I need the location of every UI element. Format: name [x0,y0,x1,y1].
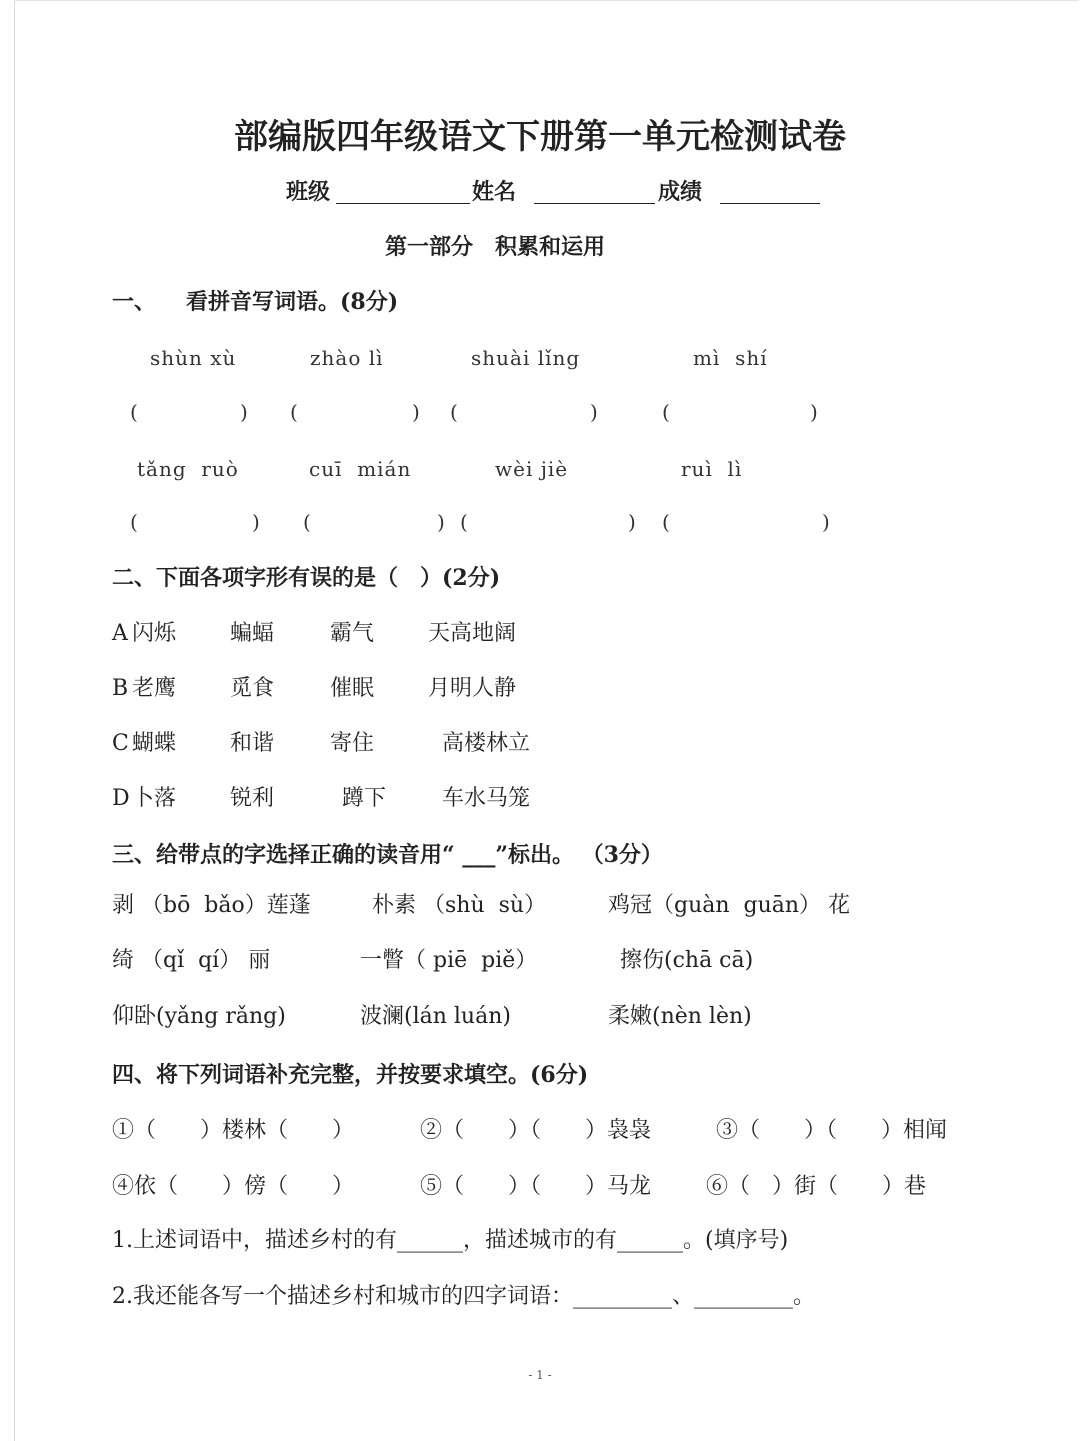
option-word: 老鹰 [132,676,177,701]
page-title: 部编版四年级语文下册第一单元检测试卷 [234,117,846,157]
score-label: 成绩 [658,179,703,205]
fill-sentence: 1.上述词语中，描述乡村的有______，描述城市的有______。(填序号) [112,1228,789,1253]
option-letter: D [112,786,130,811]
option-word: 锐利 [230,786,275,811]
idiom-fill-item: ①（ ）楼林（ ） [112,1118,355,1143]
answer-blank-close[interactable]: ) [240,400,249,424]
pronunciation-item: 朴素 （shù sù） [372,893,547,918]
option-letter: A [112,621,128,646]
option-word: 蹲下 [342,786,387,811]
question-number: 一、 [112,289,157,315]
pronunciation-item: 波澜(lán luán) [360,1004,511,1029]
pinyin: mì shí [693,346,768,370]
pronunciation-item: 一瞥（ piē piě） [360,948,538,973]
answer-blank-open[interactable]: ( [303,510,312,534]
option-word: 催眠 [330,676,375,701]
option-letter: C [112,731,129,756]
option-word: 闪烁 [132,621,177,646]
pronunciation-item: 仰卧(yǎng rǎng) [112,1004,286,1029]
option-word: 天高地阔 [428,621,517,646]
question-heading: 三、给带点的字选择正确的读音用“ ___”标出。 （3分） [112,842,663,868]
answer-blank-open[interactable]: ( [130,400,139,424]
idiom-fill-item: ③（ ）（ ）相闻 [716,1118,948,1143]
option-word: 霸气 [330,621,375,646]
pronunciation-item: 绮 （qǐ qí） 丽 [112,948,271,973]
option-word: 寄住 [330,731,375,756]
answer-blank-open[interactable]: ( [290,400,299,424]
answer-blank-open[interactable]: ( [130,510,139,534]
answer-blank-open[interactable]: ( [460,510,469,534]
pinyin: shuài lǐng [471,346,581,370]
section-title: 第一部分 积累和运用 [385,234,606,260]
answer-blank-close[interactable]: ) [412,400,421,424]
page-number: - 1 - [528,1368,552,1382]
name-label: 姓名 [472,179,517,205]
name-field[interactable] [534,203,655,204]
idiom-fill-item: ⑥（ ）街（ ）巷 [706,1174,927,1199]
answer-blank-open[interactable]: ( [662,510,671,534]
answer-blank-close[interactable]: ) [822,510,831,534]
fill-sentence: 2.我还能各写一个描述乡村和城市的四字词语：_________、_________。 [112,1284,815,1309]
answer-blank-open[interactable]: ( [450,400,459,424]
answer-blank-close[interactable]: ) [810,400,819,424]
answer-blank-close[interactable]: ) [628,510,637,534]
idiom-fill-item: ⑤（ ）（ ）马龙 [420,1174,652,1199]
class-field[interactable] [336,203,470,204]
pinyin: shùn xù [150,346,237,370]
option-word: 月明人静 [428,676,517,701]
question-heading: 二、下面各项字形有误的是（ ）(2分) [112,565,501,591]
question-heading: 看拼音写词语。(8分) [186,289,399,315]
pinyin: wèi jiè [495,457,569,481]
answer-blank-open[interactable]: ( [662,400,671,424]
pronunciation-item: 剥 （bō bǎo）莲蓬 [112,893,311,918]
pronunciation-item: 擦伤(chā cā) [620,948,754,973]
exam-page [14,0,1079,1441]
option-word: 高楼林立 [442,731,531,756]
class-label: 班级 [286,179,331,205]
answer-blank-close[interactable]: ) [590,400,599,424]
option-word: 车水马笼 [442,786,531,811]
score-field[interactable] [720,203,820,204]
answer-blank-close[interactable]: ) [437,510,446,534]
idiom-fill-item: ④依（ ）傍（ ） [112,1174,355,1199]
pinyin: tǎng ruò [137,457,239,481]
pinyin: zhào lì [310,346,384,370]
question-heading: 四、将下列词语补充完整，并按要求填空。(6分) [112,1062,589,1088]
option-word: 和谐 [230,731,275,756]
option-word: 蝙蝠 [230,621,275,646]
option-word: 蝴蝶 [132,731,177,756]
option-word: 觅食 [230,676,275,701]
idiom-fill-item: ②（ ）（ ）袅袅 [420,1118,652,1143]
pronunciation-item: 鸡冠（guàn guān） 花 [608,893,851,918]
answer-blank-close[interactable]: ) [252,510,261,534]
option-word: 卜落 [132,786,177,811]
pronunciation-item: 柔嫩(nèn lèn) [608,1004,752,1029]
pinyin: ruì lì [681,457,743,481]
pinyin: cuī mián [309,457,412,481]
option-letter: B [112,676,129,701]
